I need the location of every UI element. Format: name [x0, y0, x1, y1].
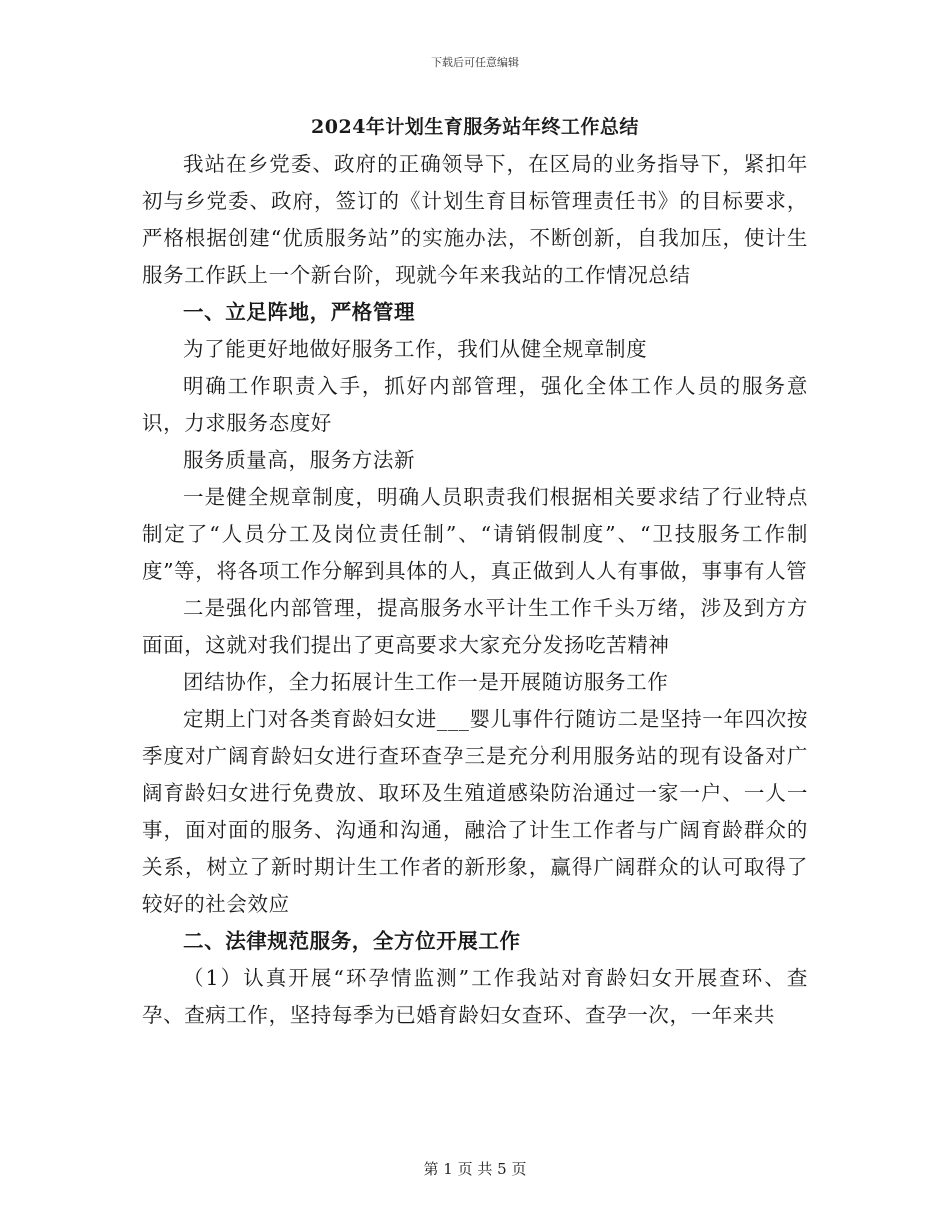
page-footer: 第 1 页 共 5 页	[423, 1160, 527, 1178]
paragraph: 为了能更好地做好服务工作，我们从健全规章制度	[183, 337, 648, 361]
paragraph: （1）认真开展“环孕情监测”工作我站对育龄妇女开展查环、查孕、查病工作，坚持每季为已婚育龄妇女查环、查孕一次，一年来共	[142, 966, 808, 1027]
section-heading: 一、立足阵地，严格管理	[183, 300, 416, 324]
section-heading: 二、法律规范服务，全方位开展工作	[183, 929, 521, 953]
paragraph: 团结协作，全力拓展计生工作一是开展随访服务工作	[183, 670, 669, 694]
document-title: 2024年计划生育服务站年终工作总结	[311, 116, 639, 138]
paragraph: 一是健全规章制度，明确人员职责我们根据相关要求结了行业特点制定了“人员分工及岗位责任制”、“请销假制度”、“卫技服务工作制度”等，将各项工作分解到具体的人，真正做到人人有事做，事事有人管	[142, 485, 808, 583]
paragraph: 服务质量高，服务方法新	[183, 448, 416, 472]
paragraph: 二是强化内部管理，提高服务水平计生工作千头万绪，涉及到方方面面，这就对我们提出了更高要求大家充分发扬吃苦精神	[142, 596, 808, 657]
paragraph: 定期上门对各类育龄妇女进___婴儿事件行随访二是坚持一年四次按季度对广阔育龄妇女进行查环查孕三是充分利用服务站的现有设备对广阔育龄妇女进行免费放、取环及生殖道感染防治通过一家一户、一人一事，面对面的服务、沟通和沟通，融洽了计生工作者与广阔育龄群众的关系，树立了新时期计生工作者的新形象，赢得广阔群众的认可取得了较好的社会效应	[142, 707, 808, 916]
document-body	[142, 112, 808, 1034]
paragraph: 我站在乡党委、政府的正确领导下，在区局的业务指导下，紧扣年初与乡党委、政府，签订的《计划生育目标管理责任书》的目标要求，严格根据创建“优质服务站”的实施办法，不断创新，自我加压，使计生服务工作跃上一个新台阶，现就今年来我站的工作情况总结	[142, 152, 808, 287]
paragraph: 明确工作职责入手，抓好内部管理，强化全体工作人员的服务意识，力求服务态度好	[142, 374, 808, 435]
header-note: 下载后可任意编辑	[431, 56, 519, 69]
paragraph-list	[142, 146, 808, 1034]
